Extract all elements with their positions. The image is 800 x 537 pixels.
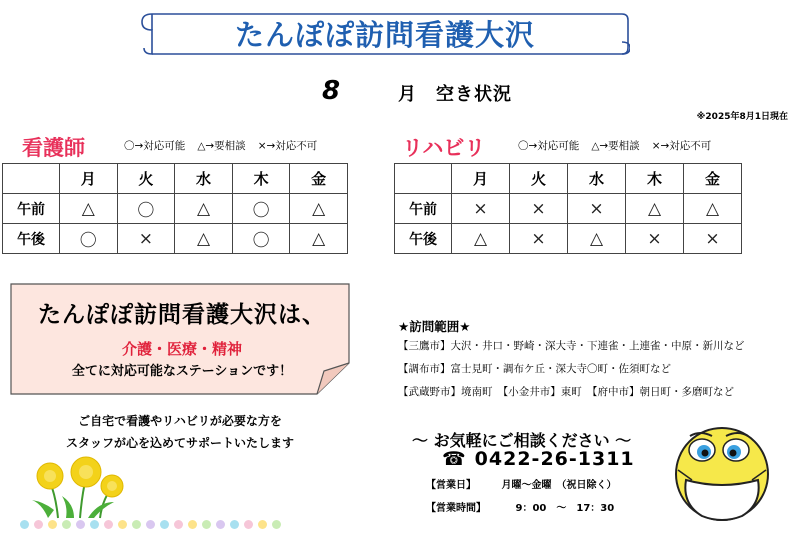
day-header: 火	[510, 164, 568, 194]
area-heading: ★訪問範囲★	[398, 319, 471, 334]
row-header-pm: 午後	[395, 224, 452, 254]
support-line: スタッフが心を込めてサポートいたします	[65, 436, 294, 450]
day-header: 木	[626, 164, 684, 194]
decorative-dot	[202, 520, 211, 529]
availability-cell: △	[684, 194, 742, 224]
as-of-date: ※2025年8月1日現在	[696, 112, 788, 122]
decorative-dot	[188, 520, 197, 529]
decorative-dot	[216, 520, 225, 529]
decorative-dots	[20, 514, 286, 533]
availability-cell: △	[626, 194, 684, 224]
table-corner	[3, 164, 60, 194]
row-header-pm: 午後	[3, 224, 60, 254]
day-header: 木	[232, 164, 290, 194]
phone-number[interactable]	[442, 448, 635, 470]
decorative-dot	[90, 520, 99, 529]
area-line: 【調布市】富士見町・調布ケ丘・深大寺〇町・佐須町など	[398, 363, 671, 375]
rehab-legend	[518, 138, 723, 153]
availability-cell: 〇	[117, 194, 175, 224]
support-message	[30, 410, 330, 454]
decorative-dot	[174, 520, 183, 529]
table-corner	[395, 164, 452, 194]
promo-services: 介護・医療・精神	[121, 340, 242, 358]
decorative-dot	[258, 520, 267, 529]
table-header-row	[395, 164, 742, 194]
day-header: 月	[60, 164, 118, 194]
availability-cell: △	[290, 224, 348, 254]
availability-cell: △	[290, 194, 348, 224]
row-header-am: 午前	[395, 194, 452, 224]
promo-tagline: 全てに対応可能なステーションです！	[71, 364, 293, 379]
decorative-dot	[272, 520, 281, 529]
decorative-dot	[48, 520, 57, 529]
month-label: 月 空き状況	[398, 84, 512, 105]
availability-cell: 〇	[60, 224, 118, 254]
area-line: 【三鷹市】大沢・井口・野崎・深大寺・下連雀・上連雀・中原・新川など	[398, 340, 745, 352]
business-hours-label: 【営業時間】	[426, 503, 486, 514]
availability-cell: ×	[510, 194, 568, 224]
day-header: 水	[175, 164, 233, 194]
business-hours	[426, 499, 614, 514]
rehab-table	[394, 163, 742, 254]
availability-cell: △	[60, 194, 118, 224]
decorative-dot	[34, 520, 43, 529]
decorative-dot	[62, 520, 71, 529]
legend-circle: 〇→対応可能	[518, 140, 580, 152]
nursing-title: 看護師	[22, 136, 85, 160]
availability-cell: ×	[510, 224, 568, 254]
dandelion-illustration	[28, 452, 128, 520]
business-days-label: 【営業日】	[426, 480, 476, 491]
month-number: 8	[322, 76, 341, 106]
legend-triangle: △→要相談	[197, 140, 246, 152]
day-header: 金	[290, 164, 348, 194]
nursing-table	[2, 163, 348, 254]
legend-cross: ×→対応不可	[257, 140, 318, 152]
availability-cell: △	[175, 194, 233, 224]
decorative-dot	[118, 520, 127, 529]
decorative-dot	[76, 520, 85, 529]
decorative-dot	[104, 520, 113, 529]
table-header-row	[3, 164, 348, 194]
nursing-legend	[124, 138, 329, 153]
page-title: たんぽぽ訪問看護大沢	[234, 17, 535, 52]
mascot-character	[672, 420, 772, 526]
legend-cross: ×→対応不可	[651, 140, 712, 152]
availability-cell: △	[568, 224, 626, 254]
area-line: 【武蔵野市】境南町 【小金井市】東町 【府中市】朝日町・多磨町など	[398, 386, 734, 398]
day-header: 金	[684, 164, 742, 194]
decorative-dot	[132, 520, 141, 529]
table-row	[395, 224, 742, 254]
support-line: ご自宅で看護やリハビリが必要な方を	[78, 414, 282, 428]
availability-cell: 〇	[232, 224, 290, 254]
availability-cell: ×	[626, 224, 684, 254]
decorative-dot	[244, 520, 253, 529]
availability-cell: △	[452, 224, 510, 254]
table-row	[3, 224, 348, 254]
row-header-am: 午前	[3, 194, 60, 224]
day-header: 水	[568, 164, 626, 194]
legend-circle: 〇→対応可能	[124, 140, 186, 152]
decorative-dot	[160, 520, 169, 529]
business-hours-value: 9：00 ～ 17：30	[515, 503, 615, 514]
phone-number-text: 0422-26-1311	[474, 448, 635, 470]
table-row	[3, 194, 348, 224]
availability-cell: ×	[568, 194, 626, 224]
day-header: 火	[117, 164, 175, 194]
rehab-title: リハビリ	[402, 136, 486, 160]
phone-icon: ☎	[442, 448, 467, 470]
day-header: 月	[452, 164, 510, 194]
availability-cell: △	[175, 224, 233, 254]
consult-message: ～ お気軽にご相談ください ～	[412, 431, 632, 450]
business-days	[426, 476, 616, 491]
availability-cell: ×	[684, 224, 742, 254]
decorative-dot	[146, 520, 155, 529]
decorative-dot	[20, 520, 29, 529]
availability-cell: 〇	[232, 194, 290, 224]
promo-heading: たんぽぽ訪問看護大沢は、	[38, 302, 326, 328]
table-row	[395, 194, 742, 224]
business-days-value: 月曜～金曜 （祝日除く）	[501, 480, 617, 491]
decorative-dot	[230, 520, 239, 529]
availability-cell: ×	[117, 224, 175, 254]
availability-cell: ×	[452, 194, 510, 224]
legend-triangle: △→要相談	[591, 140, 640, 152]
